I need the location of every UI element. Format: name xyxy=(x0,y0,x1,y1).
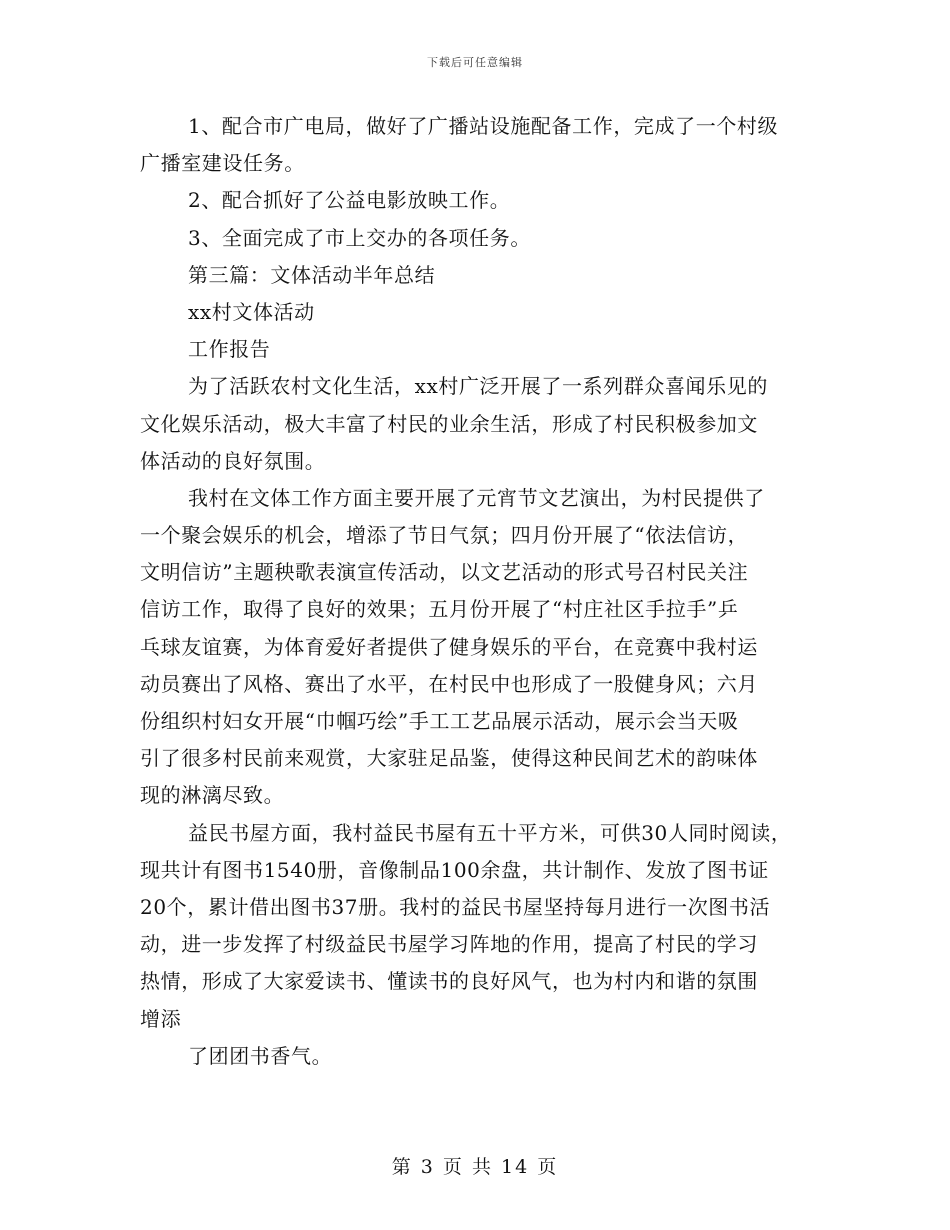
section-heading: 第三篇：文体活动半年总结 xyxy=(188,262,436,287)
text-line: 文化娱乐活动，极大丰富了村民的业余生活，形成了村民积极参加文 xyxy=(140,411,758,436)
document-body xyxy=(140,108,810,1075)
text-line: 体活动的良好氛围。 xyxy=(140,448,326,473)
text-line: 现共计有图书1540册，音像制品100余盘，共计制作、发放了图书证 xyxy=(140,857,769,882)
text-line: 一个聚会娱乐的机会，增添了节日气氛；四月份开展了“依法信访， xyxy=(140,523,749,548)
text-line: 乓球友谊赛，为体育爱好者提供了健身娱乐的平台，在竞赛中我村运 xyxy=(140,634,758,659)
text-line: 动，进一步发挥了村级益民书屋学习阵地的作用，提高了村民的学习 xyxy=(140,932,758,957)
text-line: 我村在文体工作方面主要开展了元宵节文艺演出，为村民提供了 xyxy=(188,485,765,510)
text-line: 了团团书香气。 xyxy=(188,1043,333,1068)
text-line: 份组织村妇女开展“巾帼巧绘”手工工艺品展示活动，展示会当天吸 xyxy=(140,709,739,733)
text-line: 文明信访”主题秧歌表演宣传活动，以文艺活动的形式号召村民关注 xyxy=(140,560,749,585)
report-title: xx村文体活动 xyxy=(188,299,315,324)
text-line: 益民书屋方面，我村益民书屋有五十平方米，可供30人同时阅读， xyxy=(188,820,792,845)
text-line: 2、配合抓好了公益电影放映工作。 xyxy=(188,188,511,213)
text-line: 1、配合市广电局，做好了广播站设施配备工作，完成了一个村级 xyxy=(188,114,779,138)
text-line: 信访工作，取得了良好的效果；五月份开展了“村庄社区手拉手”乒 xyxy=(140,597,739,622)
text-line: 现的淋漓尽致。 xyxy=(140,783,285,808)
text-line: 引了很多村民前来观赏，大家驻足品鉴，使得这种民间艺术的韵味体 xyxy=(140,746,758,771)
text-line: 20个，累计借出图书37册。我村的益民书屋坚持每月进行一次图书活 xyxy=(140,894,771,919)
page-footer: 第 3 页 共 14 页 xyxy=(391,1156,559,1178)
text-line: 动员赛出了风格、赛出了水平，在村民中也形成了一股健身风；六月 xyxy=(140,671,758,696)
text-line: 为了活跃农村文化生活，xx村广泛开展了一系列群众喜闻乐见的 xyxy=(188,374,768,399)
page-header: 下载后可任意编辑 xyxy=(427,56,523,69)
text-line: 增添 xyxy=(140,1006,182,1031)
text-line: 广播室建设任务。 xyxy=(140,151,305,176)
text-line: 热情，形成了大家爱读书、懂读书的良好风气，也为村内和谐的氛围 xyxy=(140,969,758,994)
text-line: 3、全面完成了市上交办的各项任务。 xyxy=(188,225,531,250)
report-subtitle: 工作报告 xyxy=(188,337,271,362)
